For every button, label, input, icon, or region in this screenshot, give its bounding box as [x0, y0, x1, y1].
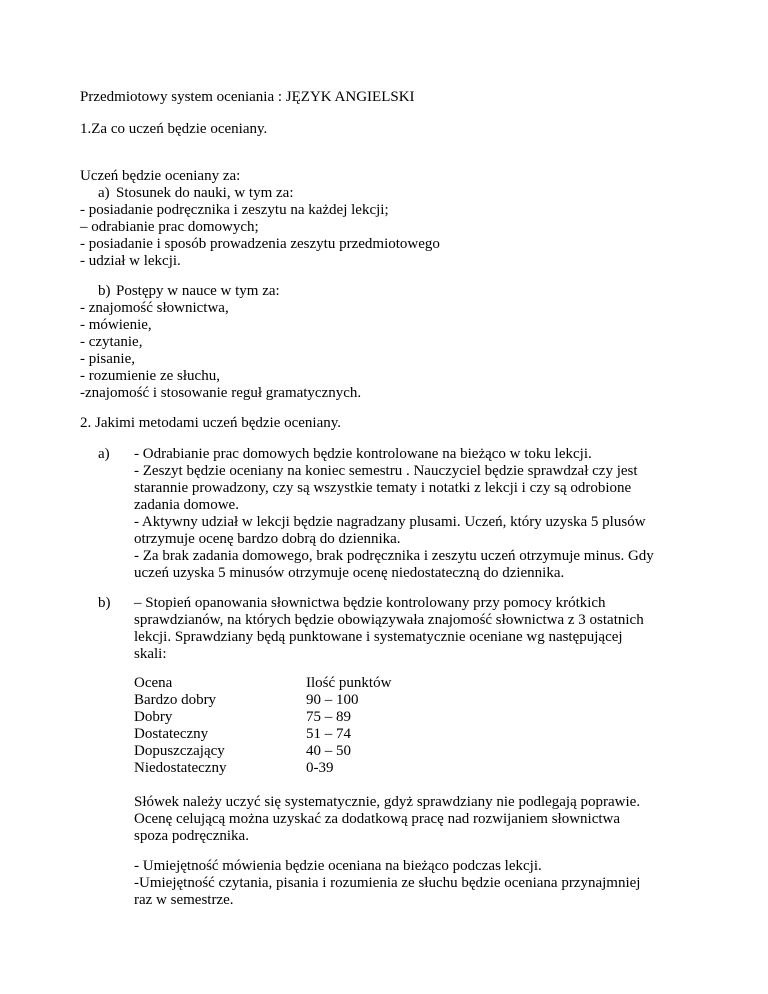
method-a-line: starannie prowadzony, czy są wszystkie tematy i notatki z lekcji i czy są odrobione [134, 480, 632, 496]
list-marker-b: b) [98, 283, 111, 299]
criteria-b-item: - rozumienie ze słuchu, [80, 368, 220, 384]
method-marker-b: b) [98, 595, 111, 611]
criteria-b-item: -znajomość i stosowanie reguł gramatycznych. [80, 385, 362, 401]
grade-table-cell: 0-39 [306, 760, 334, 776]
grade-table-cell: 51 – 74 [306, 726, 351, 742]
criteria-a-heading: Stosunek do nauki, w tym za: [116, 185, 294, 201]
list-marker-a: a) [98, 185, 110, 201]
method-a-line: otrzymuje ocenę bardzo dobrą do dziennika. [134, 531, 401, 547]
criteria-b-item: - czytanie, [80, 334, 143, 350]
grade-table-cell: 40 – 50 [306, 743, 351, 759]
criteria-a-item: - posiadanie podręcznika i zeszytu na każdej lekcji; [80, 202, 389, 218]
grade-table [134, 674, 474, 774]
method-b-line: sprawdzianów, na których będzie obowiązywała znajomość słownictwa z 3 ostatnich [134, 612, 644, 628]
skills-note-line: - Umiejętność mówienia będzie oceniana na bieżąco podczas lekcji. [134, 858, 542, 874]
method-a-line: - Odrabianie prac domowych będzie kontrolowane na bieżąco w toku lekcji. [134, 446, 592, 462]
document-title: Przedmiotowy system oceniania : JĘZYK ANGIELSKI [80, 89, 415, 105]
method-a-line: - Za brak zadania domowego, brak podręcznika i zeszytu uczeń otrzymuje minus. Gdy [134, 548, 654, 564]
grade-table-cell: Niedostateczny [134, 760, 227, 776]
method-a-line: - Zeszyt będzie oceniany na koniec semestru . Nauczyciel będzie sprawdzał czy jest [134, 463, 638, 479]
criteria-b-item: - znajomość słownictwa, [80, 300, 229, 316]
method-b-line: – Stopień opanowania słownictwa będzie kontrolowany przy pomocy krótkich [134, 595, 606, 611]
criteria-b-heading: Postępy w nauce w tym za: [116, 283, 280, 299]
grade-table-cell: 75 – 89 [306, 709, 351, 725]
section-1-heading: 1.Za co uczeń będzie oceniany. [80, 121, 268, 137]
grade-table-header: Ocena [134, 675, 173, 691]
grade-table-cell: 90 – 100 [306, 692, 359, 708]
method-a-line: - Aktywny udział w lekcji będzie nagradzany plusami. Uczeń, który uzyska 5 plusów [134, 514, 646, 530]
vocab-note-line: Słówek należy uczyć się systematycznie, gdyż sprawdziany nie podlegają poprawie. [134, 794, 641, 810]
method-b-line: skali: [134, 646, 167, 662]
criteria-b-item: - mówienie, [80, 317, 152, 333]
criteria-intro: Uczeń będzie oceniany za: [80, 168, 241, 184]
grade-table-cell: Dopuszczający [134, 743, 225, 759]
grade-table-header: Ilość punktów [306, 675, 392, 691]
skills-note-line: raz w semestrze. [134, 892, 234, 908]
vocab-note-line: Ocenę celującą można uzyskać za dodatkową pracę nad rozwijaniem słownictwa [134, 811, 621, 827]
section-2-heading: 2. Jakimi metodami uczeń będzie oceniany. [80, 415, 342, 431]
criteria-b-item: - pisanie, [80, 351, 135, 367]
criteria-a-item: – odrabianie prac domowych; [80, 219, 259, 235]
grade-table-cell: Bardzo dobry [134, 692, 217, 708]
skills-note-line: -Umiejętność czytania, pisania i rozumienia ze słuchu będzie oceniana przynajmniej [134, 875, 641, 891]
vocab-note-line: spoza podręcznika. [134, 828, 249, 844]
criteria-a-item: - posiadanie i sposób prowadzenia zeszytu przedmiotowego [80, 236, 440, 252]
criteria-a-item: - udział w lekcji. [80, 253, 181, 269]
method-marker-a: a) [98, 446, 110, 462]
grade-table-cell: Dobry [134, 709, 173, 725]
method-a-line: zadania domowe. [134, 497, 239, 513]
method-b-line: lekcji. Sprawdziany będą punktowane i systematycznie oceniane wg następującej [134, 629, 623, 645]
method-a-line: uczeń uzyska 5 minusów otrzymuje ocenę niedostateczną do dziennika. [134, 565, 565, 581]
grade-table-cell: Dostateczny [134, 726, 209, 742]
